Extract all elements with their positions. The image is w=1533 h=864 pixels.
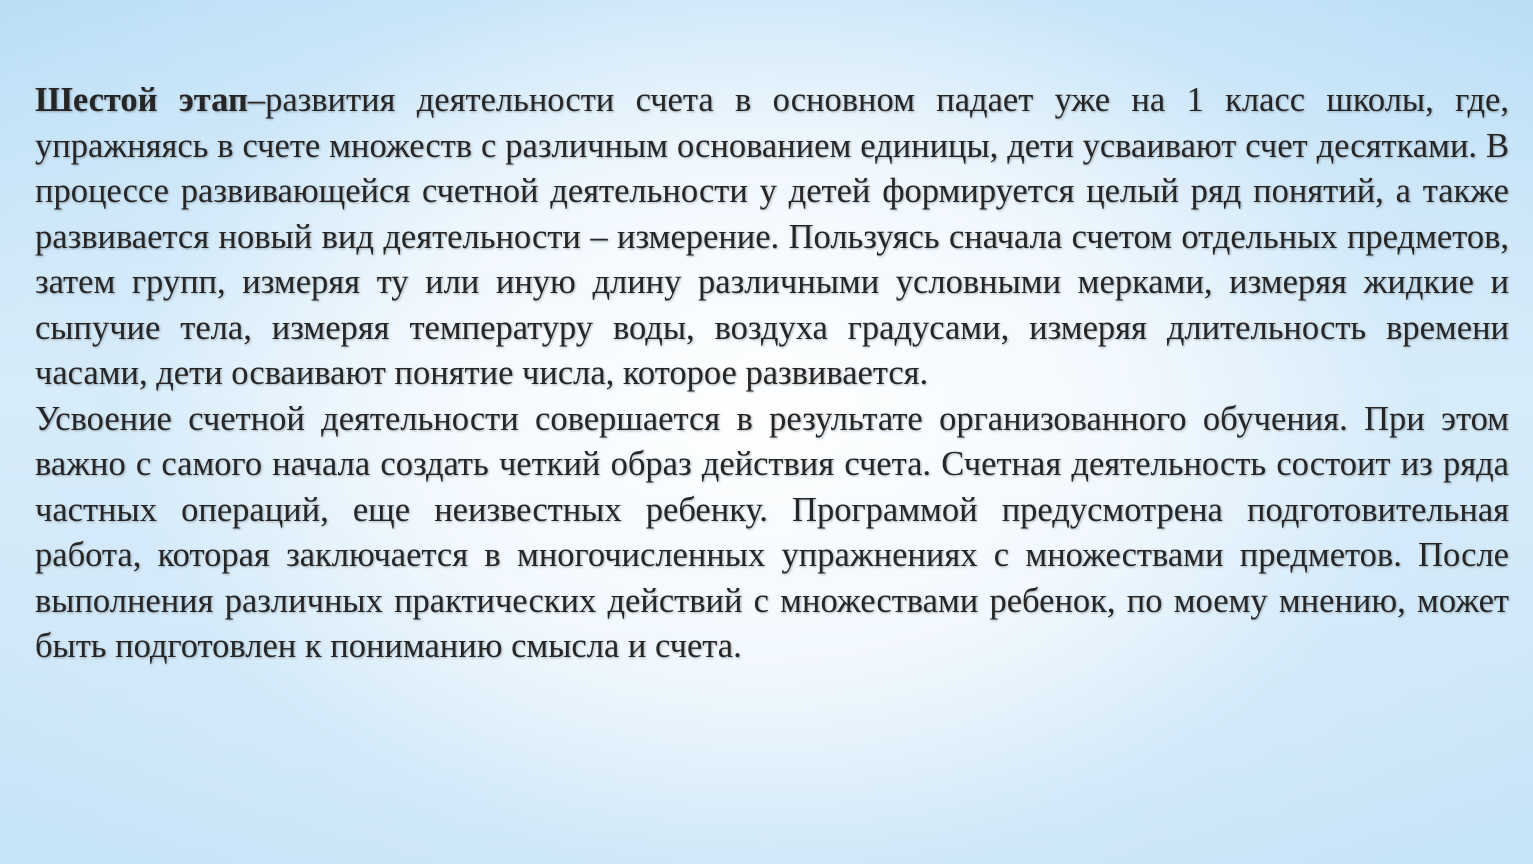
slide-text-box	[35, 78, 1509, 670]
paragraph-body: –развития деятельности счета в основном падает уже на 1 класс школы, где, упражняясь в счете множеств с различным основанием единицы, дети усваивают счет десятками. В процессе развивающейся счетной деятельности у детей формируется целый ряд понятий, а также развивается новый вид деятельности – измерение. Пользуясь сначала счетом отдельных предметов, затем групп, измеряя ту или иную длину различными условными мерками, измеряя жидкие и сыпучие тела, измеряя температуру воды, воздуха градусами, измеряя длительность времени часами, дети осваивают понятие числа, которое развивается.	[35, 81, 1509, 392]
paragraph-sixth-stage	[35, 78, 1509, 397]
paragraph-lead-bold: Шестой этап	[35, 81, 248, 119]
paragraph-counting-mastery: Усвоение счетной деятельности совершается в результате организованного обучения. При этом важно с самого начала создать четкий образ действия счета. Счетная деятельность состоит из ряда частных операций, еще неизвестных ребенку. Программой предусмотрена подготовительная работа, которая заключается в многочисленных упражнениях с множествами предметов. После выполнения различных практических действий с множествами ребенок, по моему мнению, может быть подготовлен к пониманию смысла и счета.	[35, 399, 1509, 665]
